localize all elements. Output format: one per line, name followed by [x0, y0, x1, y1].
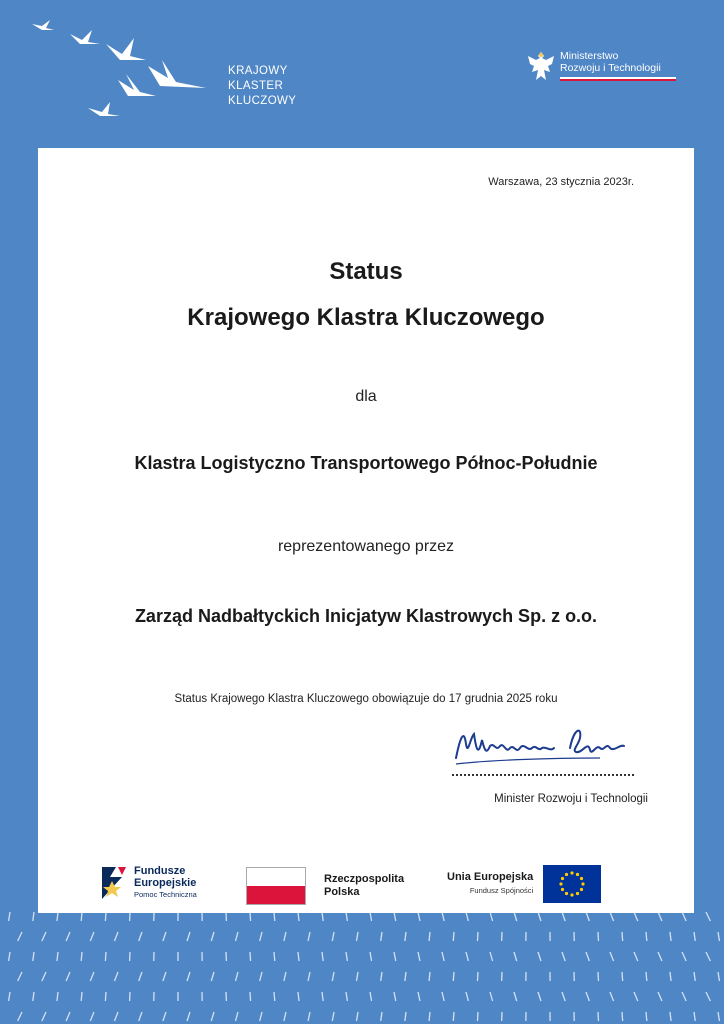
- cluster-logo-line-2: KLASTER: [228, 80, 284, 92]
- fundusze-europejskie-text: [134, 865, 197, 901]
- organization-name: Zarząd Nadbałtyckich Inicjatyw Klastrowych Sp. z o.o.: [134, 606, 598, 626]
- signature-line: [452, 774, 634, 776]
- eu-flag-icon: [543, 865, 601, 903]
- ministry-name: [560, 50, 676, 81]
- title-line-1: Status: [329, 258, 403, 285]
- cluster-logo-line-1: KRAJOWY: [228, 65, 288, 77]
- ministry-logo: [526, 50, 676, 84]
- ue-line-1: Unia Europejska: [447, 871, 534, 883]
- cluster-name: Klastra Logistyczno Transportowego Północ-Południe: [134, 453, 598, 473]
- ministry-line-1: Ministerstwo: [560, 50, 619, 62]
- ministry-line-2: Rozwoju i Technologii: [560, 62, 661, 74]
- fundusze-europejskie-icon: [100, 863, 128, 903]
- fe-line-1: Fundusze: [134, 865, 186, 877]
- fundusze-europejskie-logo: [100, 863, 197, 903]
- white-birds-icon: [30, 16, 220, 131]
- ue-line-2: Fundusz Spójności: [469, 886, 534, 895]
- for-word: dla: [355, 388, 377, 405]
- validity-statement: Status Krajowego Klastra Kluczowego obowiązuje do 17 grudnia 2025 roku: [174, 693, 558, 705]
- rp-line-1: Rzeczpospolita: [324, 873, 405, 885]
- white-eagle-icon: [526, 50, 556, 84]
- fe-line-3: Pomoc Techniczna: [134, 890, 197, 899]
- issue-date: Warszawa, 23 stycznia 2023r.: [488, 176, 634, 188]
- fe-line-2: Europejskie: [134, 877, 197, 889]
- represented-by: reprezentowanego przez: [277, 538, 455, 555]
- cluster-logo-line-3: KLUCZOWY: [228, 95, 297, 107]
- title-line-2: Krajowego Klastra Kluczowego: [187, 304, 545, 331]
- unia-europejska-logo: [447, 865, 601, 903]
- cluster-logo-text: [228, 64, 296, 109]
- ministry-flag-stripe: [560, 77, 676, 81]
- decorative-tick-pattern: [0, 900, 724, 1024]
- signatory-title: Minister Rozwoju i Technologii: [494, 793, 648, 805]
- rzeczpospolita-text: [324, 873, 404, 899]
- certificate-card: [38, 148, 694, 913]
- unia-europejska-text: [447, 871, 533, 897]
- handwritten-signature: [450, 718, 640, 776]
- rp-line-2: Polska: [324, 886, 360, 898]
